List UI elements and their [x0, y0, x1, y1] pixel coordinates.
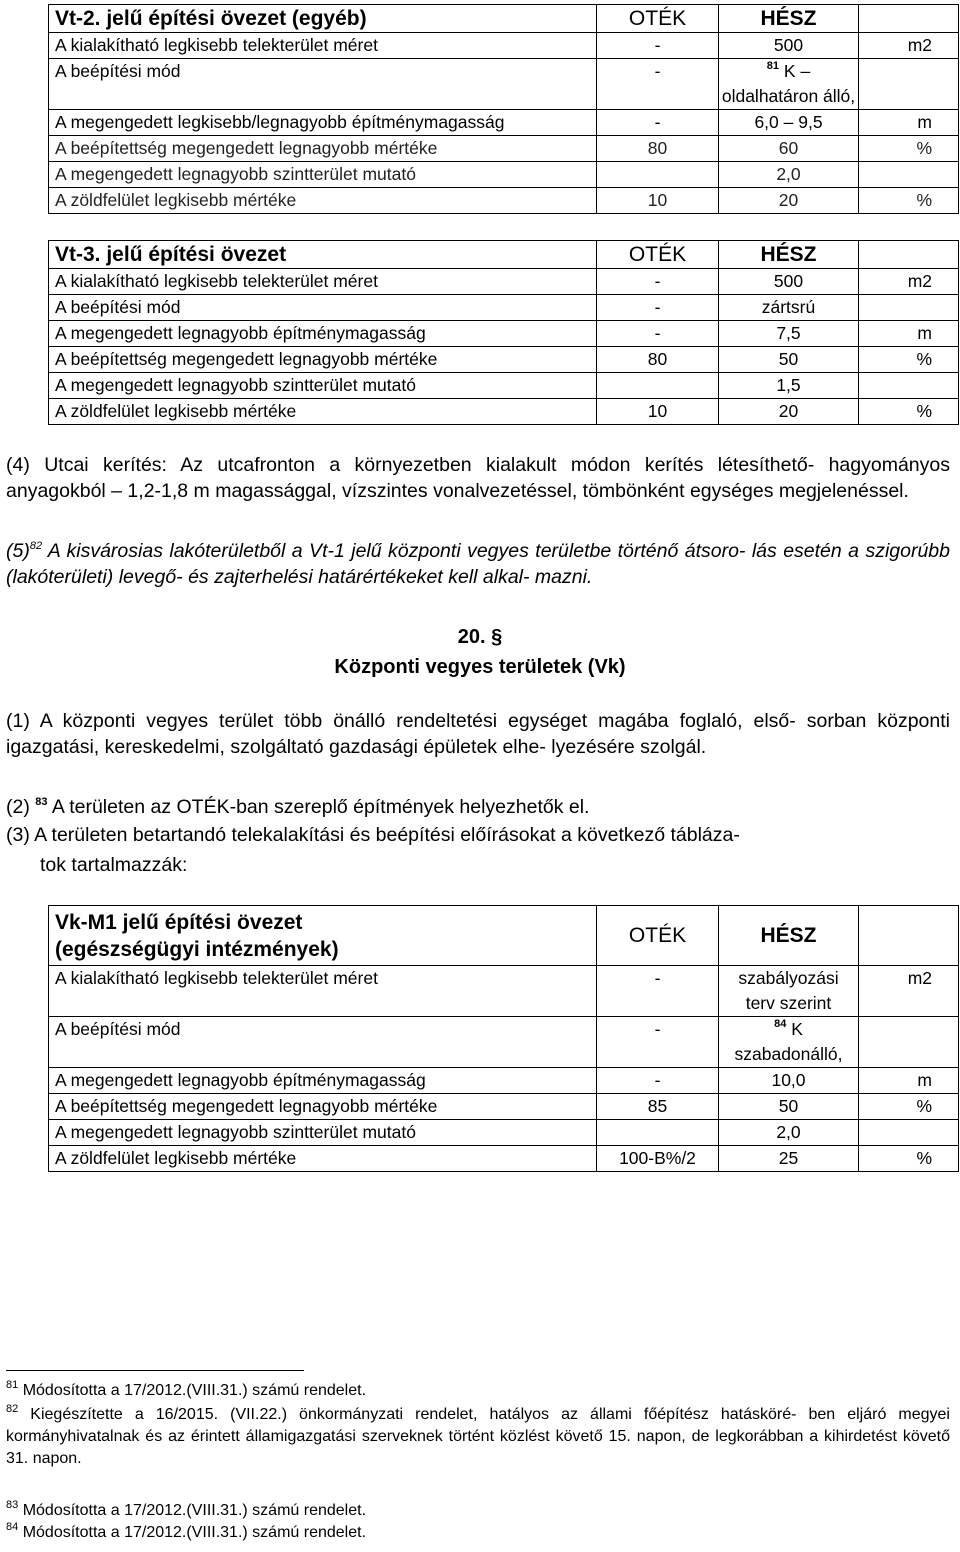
otek-value: 100-B%/2: [597, 1146, 719, 1172]
footnote-ref: 83: [35, 796, 48, 808]
row-label: A zöldfelület legkisebb mértéke: [49, 1146, 597, 1172]
row-label: A zöldfelület legkisebb mértéke: [49, 188, 597, 214]
vkm1-title: Vk-M1 jelű építési övezet (egészségügyi intézmények): [49, 906, 597, 966]
vkm1-col-hesz: HÉSZ: [719, 906, 859, 966]
row-label: A megengedett legkisebb/legnagyobb építménymagasság: [49, 110, 597, 136]
unit: m: [859, 110, 959, 136]
footnote-82: $^{82}$ Kiegészítette a 16/2015. (VII.22.) önkormányzati rendelet, hatályos az állami főépítész hatásköré- ben eljáró megyei kormányhivatalnak és az érintett államigazgatási szerveknek történt közlést követő 15. napon, de legkorábban a kihirdetést követő 31. napon.: [6, 1403, 950, 1467]
unit: %: [859, 347, 959, 373]
unit: [859, 295, 959, 321]
table-row: [49, 33, 959, 59]
unit: %: [859, 188, 959, 214]
otek-value: 10: [597, 399, 719, 425]
hesz-value: K – oldalhatáron álló,: [721, 61, 856, 106]
hesz-value: 20: [719, 188, 859, 214]
otek-value: [597, 373, 719, 399]
otek-value: [597, 1120, 719, 1146]
unit: m2: [859, 269, 959, 295]
row-label: A kialakítható legkisebb telekterület méret: [49, 33, 597, 59]
row-label: A beépítési mód: [49, 295, 597, 321]
vt2-col-otek: OTÉK: [597, 5, 719, 33]
otek-value: -: [597, 59, 719, 110]
row-label: A beépítettség megengedett legnagyobb mértéke: [49, 136, 597, 162]
hesz-value: 20: [719, 399, 859, 425]
table-row: [49, 1094, 959, 1120]
vk-paragraph-3-line-1: (3) A területen betartandó telekalakítási és beépítési előírásokat a következő tábláza-: [6, 824, 740, 846]
row-label: A megengedett legnagyobb építménymagasság: [49, 321, 597, 347]
footnote-81: $^{81}$ Módosította a 17/2012.(VIII.31.) számú rendelet.: [6, 1379, 367, 1399]
row-label: A megengedett legnagyobb szintterület mutató: [49, 373, 597, 399]
hesz-value: 25: [719, 1146, 859, 1172]
otek-value: -: [597, 321, 719, 347]
hesz-value: 7,5: [719, 321, 859, 347]
hesz-value: 50: [719, 347, 859, 373]
otek-value: 85: [597, 1094, 719, 1120]
table-row: [49, 59, 959, 110]
vt3-title: Vt-3. jelű építési övezet: [49, 241, 597, 269]
vt3-col-hesz: HÉSZ: [719, 241, 859, 269]
vt2-header-row: [49, 5, 959, 33]
unit: [859, 1017, 959, 1068]
hesz-value: 50: [719, 1094, 859, 1120]
footnote-number: 81: [6, 1379, 19, 1391]
unit: [859, 1120, 959, 1146]
footnote-ref: 82: [29, 540, 43, 552]
table-row: [49, 269, 959, 295]
unit: m2: [859, 33, 959, 59]
table-row: [49, 110, 959, 136]
unit: m: [859, 321, 959, 347]
footnote-number: 83: [6, 1499, 19, 1511]
otek-value: 80: [597, 136, 719, 162]
unit: [859, 373, 959, 399]
vkm1-col-otek: OTÉK: [597, 906, 719, 966]
row-label: A megengedett legnagyobb építménymagasság: [49, 1068, 597, 1094]
hesz-value: 500: [719, 269, 859, 295]
hesz-value: 1,5: [719, 373, 859, 399]
otek-value: -: [597, 110, 719, 136]
hesz-value: 60: [719, 136, 859, 162]
footnote-84: $^{84}$ Módosította a 17/2012.(VIII.31.) számú rendelet.: [6, 1521, 367, 1541]
row-label: A kialakítható legkisebb telekterület méret: [49, 269, 597, 295]
hesz-value-cell: [719, 59, 859, 110]
footnote-number: 84: [6, 1521, 19, 1533]
footnote-ref: 84: [774, 1018, 787, 1030]
footnote-ref: 81: [766, 60, 780, 72]
unit: [859, 162, 959, 188]
paragraph-4: (4) Utcai kerítés: Az utcafronton a környezetben kialakult módon kerítés létesíthető- hagyományos anyagokból – 1,2-1,8 m magassággal, vízszintes vonalvezetéssel, tömbönként egységes megjelenéssel.: [6, 454, 950, 502]
section-title: Központi vegyes területek (Vk): [334, 656, 626, 678]
hesz-value: 6,0 – 9,5: [719, 110, 859, 136]
vt3-header-row: [49, 241, 959, 269]
table-row: [49, 162, 959, 188]
footnote-number: 82: [6, 1403, 19, 1415]
paragraph-5-number: (5): [6, 540, 30, 562]
vk-paragraph-3-line-2: tok tartalmazzák:: [40, 854, 188, 876]
otek-value: -: [597, 295, 719, 321]
table-row: [49, 1120, 959, 1146]
otek-value: 10: [597, 188, 719, 214]
unit: %: [859, 399, 959, 425]
table-row: [49, 373, 959, 399]
otek-value: -: [597, 269, 719, 295]
section-number: 20. §: [457, 626, 503, 648]
unit: m: [859, 1068, 959, 1094]
row-label: A beépítettség megengedett legnagyobb mértéke: [49, 1094, 597, 1120]
section-symbol: §: [491, 626, 503, 648]
paragraph-5-text: A kisvárosias lakóterületből a Vt-1 jelű központi vegyes területbe történő átsoro- lás esetén a szigorúbb (lakóterületi) levegő- és zajterhelési határértékeket kell alkal- mazni.: [6, 540, 950, 588]
otek-value: [597, 162, 719, 188]
unit: m2: [859, 966, 959, 1017]
vt3-table: [48, 240, 959, 425]
row-label: A beépítettség megengedett legnagyobb mértéke: [49, 347, 597, 373]
hesz-value: K szabadonálló,: [734, 1019, 843, 1064]
hesz-value-cell: [719, 1017, 859, 1068]
unit: %: [859, 136, 959, 162]
otek-value: -: [597, 1068, 719, 1094]
vk-paragraph-1: (1) A központi vegyes terület több önálló rendeltetési egységet magába foglaló, első- sorban központi igazgatási, kereskedelmi, szolgáltató gazdasági épületek elhe- lyezésére szolgál.: [6, 710, 950, 758]
table-row: [49, 347, 959, 373]
unit: [859, 59, 959, 110]
row-label: A megengedett legnagyobb szintterület mutató: [49, 1120, 597, 1146]
row-label: A megengedett legnagyobb szintterület mutató: [49, 162, 597, 188]
vt2-col-hesz: HÉSZ: [719, 5, 859, 33]
hesz-value: 500: [719, 33, 859, 59]
vt3-col-otek: OTÉK: [597, 241, 719, 269]
paragraph-5: [6, 538, 950, 590]
row-label: A zöldfelület legkisebb mértéke: [49, 399, 597, 425]
vkm1-table: [48, 905, 959, 1172]
unit: %: [859, 1094, 959, 1120]
footnote-83: $^{83}$ Módosította a 17/2012.(VIII.31.) számú rendelet.: [6, 1499, 367, 1519]
table-row: [49, 295, 959, 321]
table-row: [49, 399, 959, 425]
table-row: [49, 966, 959, 1017]
otek-value: 80: [597, 347, 719, 373]
unit: %: [859, 1146, 959, 1172]
otek-value: -: [597, 966, 719, 1017]
vk-paragraph-2: (2) $^{83}$ A területen az OTÉK-ban szereplő építmények helyezhetők el.: [6, 796, 590, 818]
hesz-value: zártsrú: [719, 295, 859, 321]
table-row: [49, 1068, 959, 1094]
vt2-table: [48, 4, 959, 214]
hesz-value: 10,0: [719, 1068, 859, 1094]
row-label: A beépítési mód: [49, 1017, 597, 1068]
footnote-separator: [6, 1370, 304, 1371]
otek-value: -: [597, 33, 719, 59]
row-label: A kialakítható legkisebb telekterület méret: [49, 966, 597, 1017]
table-row: [49, 188, 959, 214]
hesz-value: 2,0: [719, 162, 859, 188]
table-row: [49, 1146, 959, 1172]
row-label: A beépítési mód: [49, 59, 597, 110]
vt2-title: Vt-2. jelű építési övezet (egyéb): [49, 5, 597, 33]
hesz-value: 2,0: [719, 1120, 859, 1146]
hesz-value: szabályozási terv szerint: [719, 966, 859, 1017]
vkm1-header-row: [49, 906, 959, 966]
otek-value: -: [597, 1017, 719, 1068]
table-row: [49, 136, 959, 162]
table-row: [49, 1017, 959, 1068]
table-row: [49, 321, 959, 347]
